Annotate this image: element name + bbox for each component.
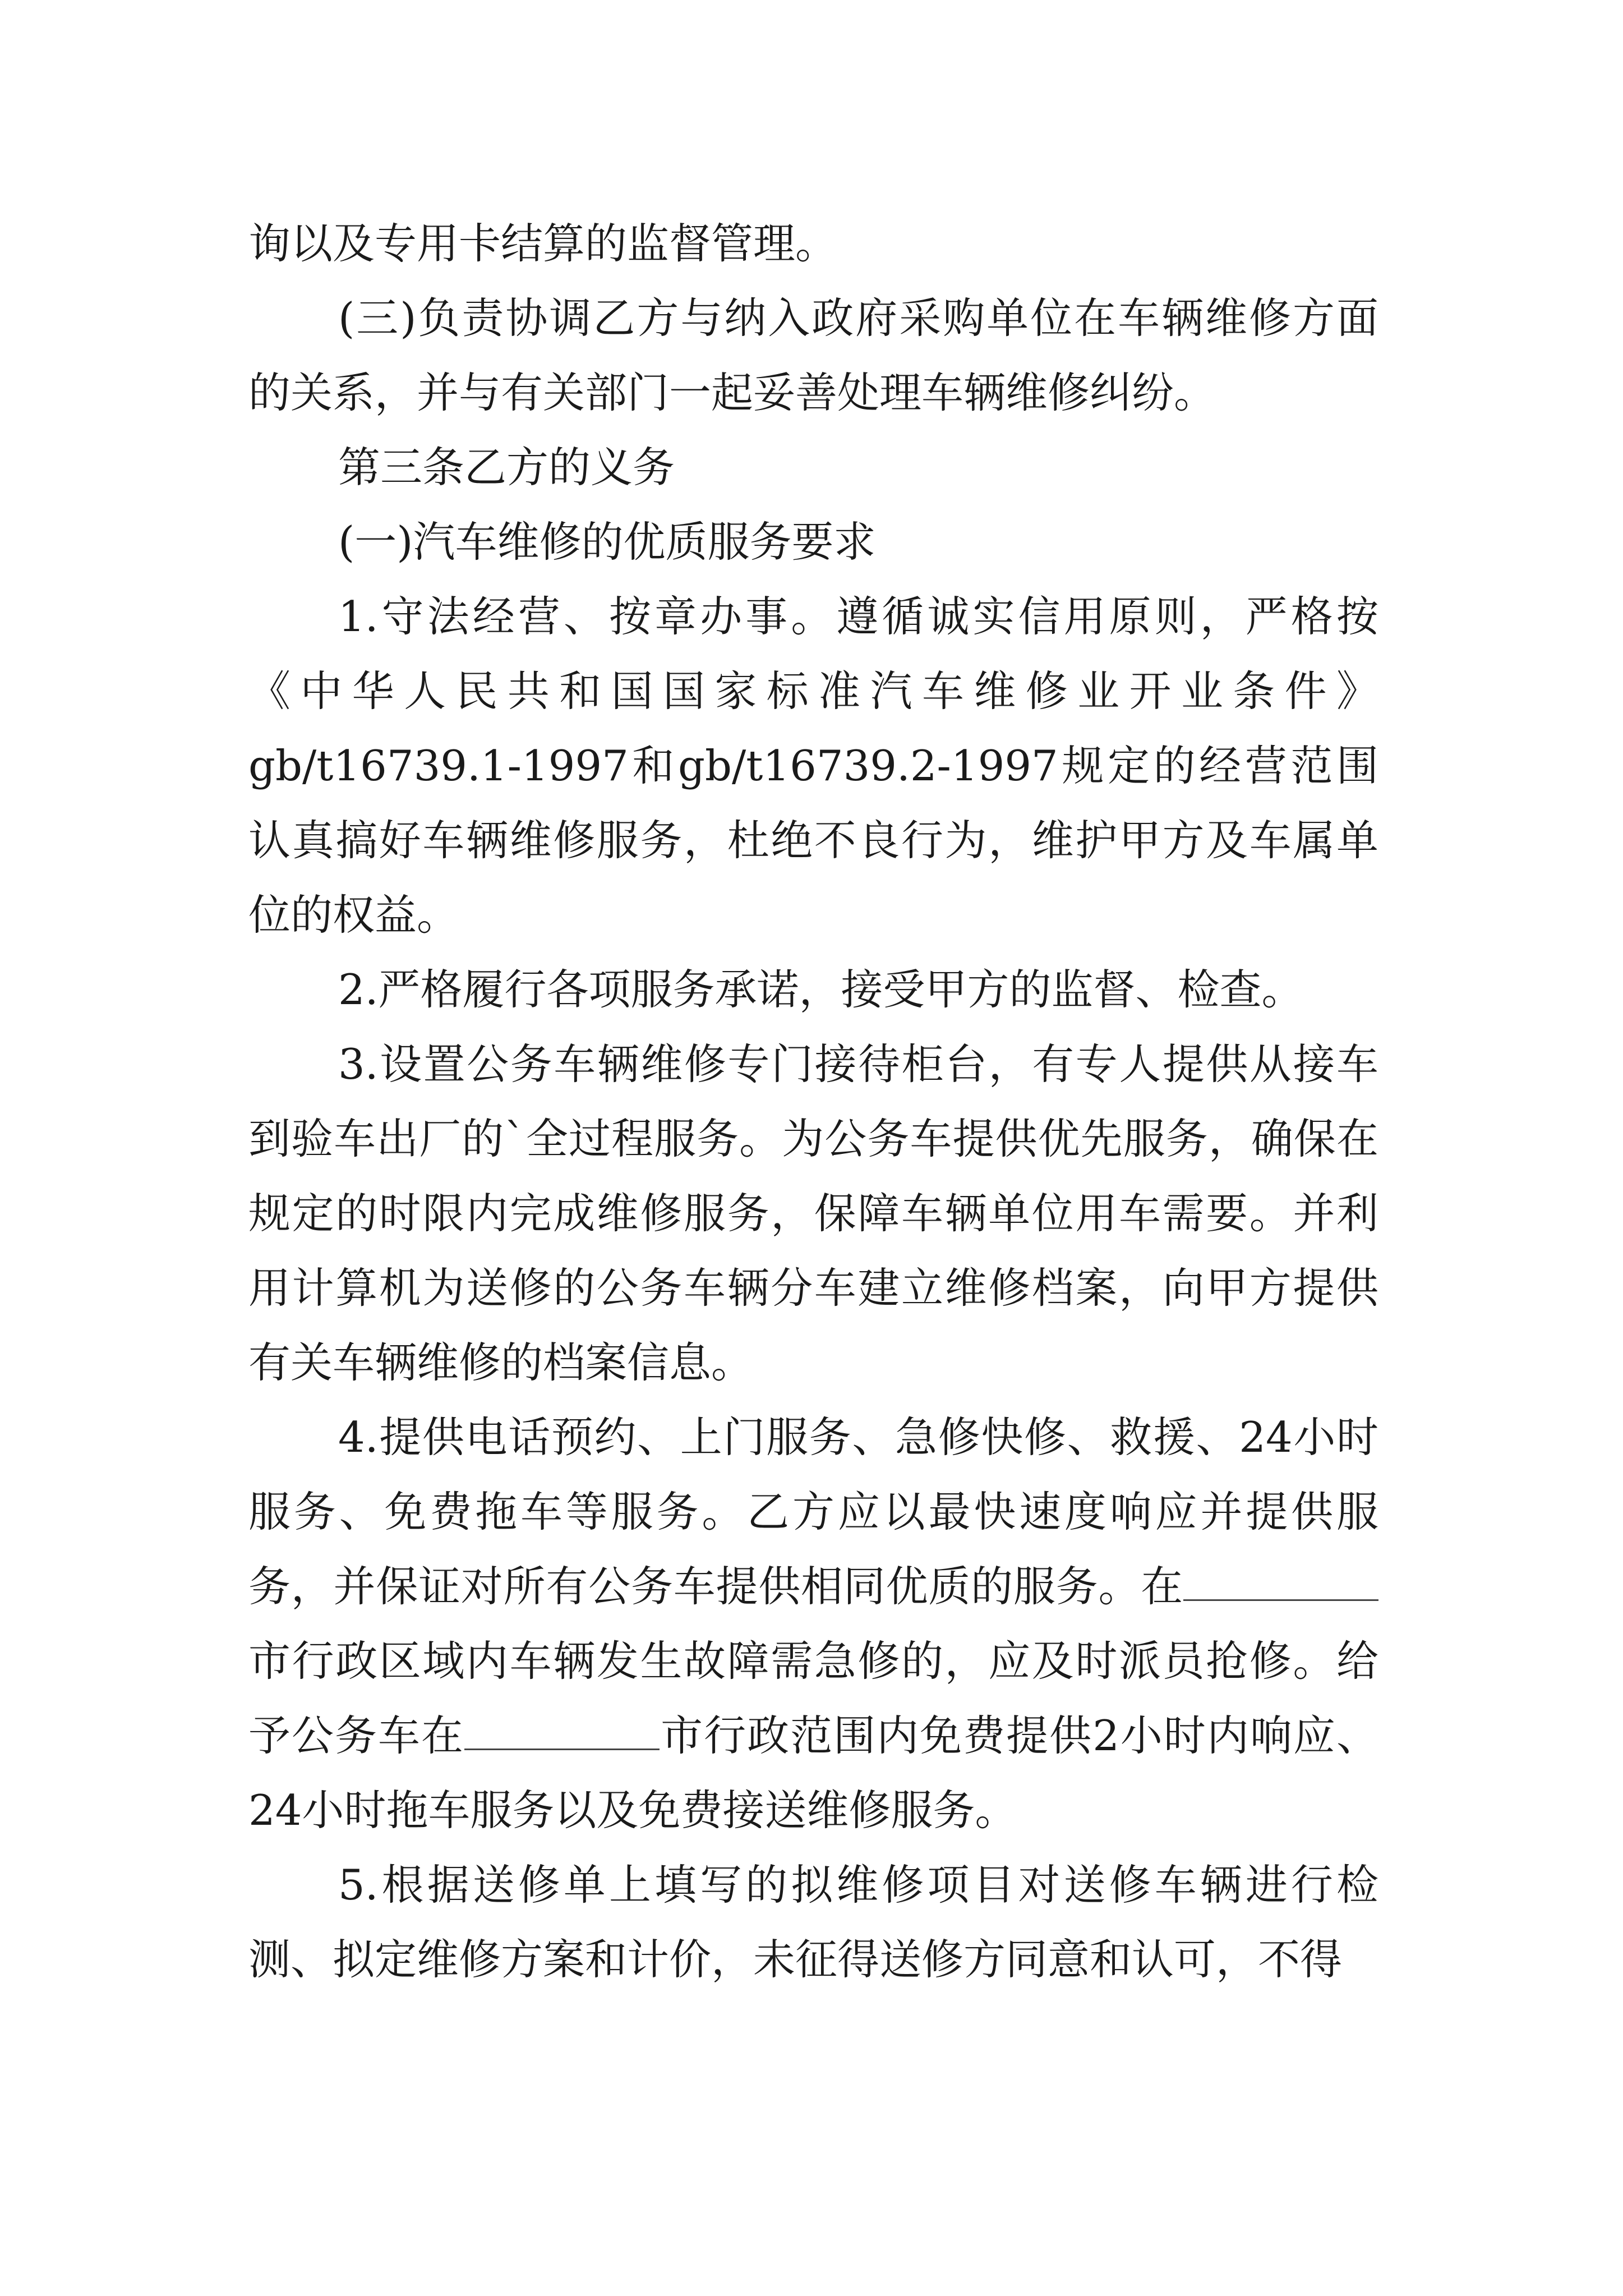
paragraph-text: (三)负责协调乙方与纳入政府采购单位在车辆维修方面的关系，并与有关部门一起妥善处理车辆维修纠纷。 (248, 293, 1378, 417)
paragraph (248, 953, 1378, 1027)
paragraph-text: 4.提供电话预约、上门服务、急修快修、救援、24小时服务、免费拖车等服务。乙方应以最快速度响应并提供服务，并保证对所有公务车提供相同优质的服务。在 (248, 1412, 1378, 1611)
paragraph (248, 430, 1378, 505)
fill-in-blank (464, 1715, 660, 1750)
paragraph-text: (一)汽车维修的优质服务要求 (338, 517, 876, 567)
paragraph-text: 2.严格履行各项服务承诺，接受甲方的监督、检查。 (338, 965, 1304, 1014)
paragraph-text: 5.根据送修单上填写的拟维修项目对送修车辆进行检测、拟定维修方案和计价，未征得送修方同意和认可，不得 (248, 1860, 1378, 1984)
paragraph-text: 市行政范围内免费提供2小时内响应、24小时拖车服务以及免费接送维修服务。 (248, 1711, 1378, 1835)
paragraph (248, 1848, 1378, 1997)
paragraph (248, 1400, 1378, 1848)
paragraph (248, 505, 1378, 579)
paragraph-text: 3.设置公务车辆维修专门接待柜台，有专人提供从接车到验车出厂的`全过程服务。为公务车提供优先服务，确保在规定的时限内完成维修服务，保障车辆单位用车需要。并利用计算机为送修的公务车辆分车建立维修档案，向甲方提供有关车辆维修的档案信息。 (248, 1039, 1378, 1387)
paragraph (248, 206, 1378, 281)
paragraph-text: 1.守法经营、按章办事。遵循诚实信用原则，严格按《中华人民共和国国家标准汽车维修业开业条件》gb/t16739.1-1997和gb/t16739.2-1997规定的经营范围认真搞好车辆维修服务，杜绝不良行为，维护甲方及车属单位的权益。 (248, 592, 1378, 940)
paragraph-text: 第三条乙方的义务 (338, 443, 675, 492)
document-body (248, 206, 1378, 1997)
paragraph (248, 281, 1378, 430)
paragraph (248, 1027, 1378, 1400)
fill-in-blank (1183, 1566, 1378, 1601)
paragraph-text: 市行政区域内车辆发生故障需急修的，应及时派员抢修。给予公务车在 (248, 1636, 1378, 1760)
paragraph-text: 询以及专用卡结算的监督管理。 (248, 219, 838, 268)
paragraph (248, 579, 1378, 953)
